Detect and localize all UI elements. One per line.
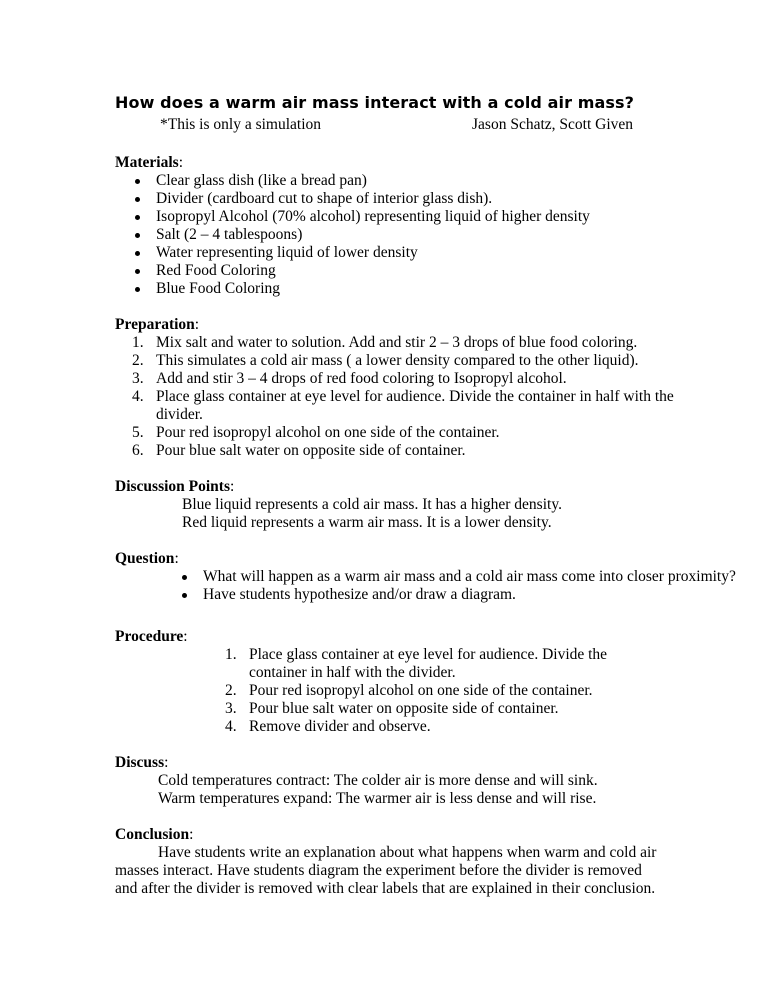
list-item: 2. Pour red isopropyl alcohol on one side of the container. [225, 682, 593, 699]
authors: Jason Schatz, Scott Given [472, 116, 634, 133]
discuss-line: Cold temperatures contract: The colder air is more dense and will sink. [158, 772, 598, 789]
list-item: Clear glass dish (like a bread pan) [115, 172, 675, 190]
list-item: Divider (cardboard cut to shape of interior glass dish). [115, 190, 675, 208]
list-item: What will happen as a warm air mass and a cold air mass come into closer proximity? [162, 568, 662, 586]
discussion-point: Blue liquid represents a cold air mass. It has a higher density. [182, 496, 562, 513]
list-item: 3. Pour blue salt water on opposite side of container. [225, 700, 559, 717]
simulation-note: *This is only a simulation [160, 116, 322, 133]
list-item: 6. Pour blue salt water on opposite side of container. [132, 442, 466, 459]
list-item: 1. Place glass container at eye level for audience. Divide the container in half with the divider. [225, 646, 608, 681]
conclusion-heading: Conclusion: [115, 826, 194, 843]
list-item: 4. Remove divider and observe. [225, 718, 431, 735]
preparation-list [115, 334, 675, 460]
discuss-heading: Discuss: [115, 754, 169, 771]
list-item: 3. Add and stir 3 – 4 drops of red food coloring to Isopropyl alcohol. [132, 370, 567, 387]
discuss-line: Warm temperatures expand: The warmer air is less dense and will rise. [158, 790, 597, 807]
preparation-heading: Preparation: [115, 316, 200, 333]
list-item: Isopropyl Alcohol (70% alcohol) representing liquid of higher density [115, 208, 675, 226]
list-item: Have students hypothesize and/or draw a diagram. [162, 586, 662, 604]
question-list [162, 568, 736, 604]
list-item: Blue Food Coloring [115, 280, 675, 298]
list-item: 2. This simulates a cold air mass ( a lower density compared to the other liquid). [132, 352, 639, 369]
list-item: 5. Pour red isopropyl alcohol on one side of the container. [132, 424, 500, 441]
materials-heading: Materials: [115, 154, 184, 171]
materials-list [115, 172, 675, 298]
page-title: How does a warm air mass interact with a cold air mass? [115, 93, 635, 112]
list-item: Red Food Coloring [115, 262, 675, 280]
list-item: 4. Place glass container at eye level for audience. Divide the container in half with the divider. [132, 388, 674, 423]
conclusion-text: Have students write an explanation about what happens when warm and cold air masses interact. Have students diagram the experiment before the divider is removed and after the divider is removed with clear labels that are explained in their conclusion. [115, 844, 657, 897]
list-item: Water representing liquid of lower density [115, 244, 675, 262]
question-heading: Question: [115, 550, 179, 567]
list-item: Salt (2 – 4 tablespoons) [115, 226, 675, 244]
procedure-list [208, 646, 628, 736]
discussion-point: Red liquid represents a warm air mass. It is a lower density. [182, 514, 552, 531]
discussion-points-heading: Discussion Points: [115, 478, 235, 495]
procedure-heading: Procedure: [115, 628, 188, 645]
list-item: 1. Mix salt and water to solution. Add and stir 2 – 3 drops of blue food coloring. [132, 334, 638, 351]
